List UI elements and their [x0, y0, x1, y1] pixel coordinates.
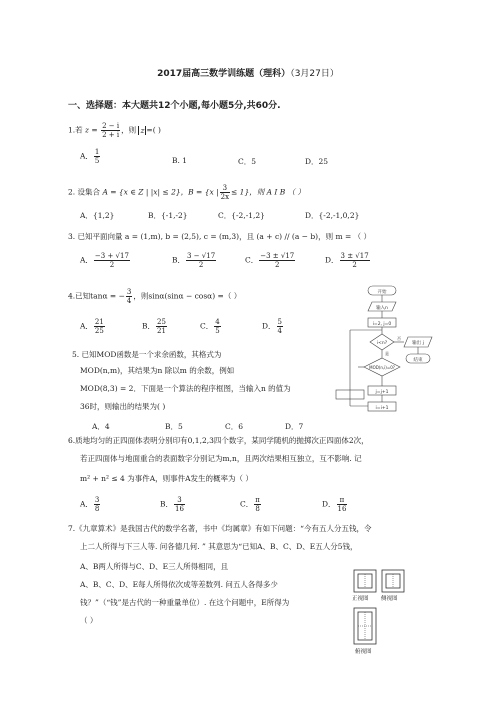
q3-c-den: 2 [275, 261, 280, 269]
q1-frac-num: 2 − i [102, 122, 120, 130]
three-views-figure [346, 568, 406, 688]
q2-frac-den: 2x [220, 193, 230, 201]
q1-option-b: B. 1 [172, 156, 188, 165]
flow-cond1-text: i<n? [376, 341, 388, 346]
q6-b-label: B． [160, 499, 174, 509]
q6-d-num: π [337, 496, 348, 505]
q1-stem-pre: 1.若 [68, 125, 83, 135]
title-date: （3月27日） [290, 69, 339, 79]
q7-line-2: 上二人所得与下三人等. 问各德几何. ” 其意思为“已知A、B、C、D、E五人分5钱， [80, 542, 358, 551]
q4-option-c [200, 318, 222, 335]
q4-d-num: 5 [277, 318, 282, 326]
q1-eq: =( ) [146, 125, 161, 135]
q1-option-c: C．5 [238, 157, 257, 166]
flow-no-label: 否 [397, 336, 401, 341]
question-2 [68, 184, 305, 201]
q4-b-num: 25 [157, 318, 166, 326]
q2-set-a: A = {x ∈ Z | |x| ≤ 2} [102, 187, 181, 197]
q3-b-den: 2 [198, 261, 204, 269]
q1-opt-a-num: 1 [94, 148, 100, 156]
q1-abs: z [140, 125, 145, 135]
q5-line-4: 36时，则输出的结果为( ) [80, 402, 166, 411]
q3-b-num: 3 − √17 [187, 252, 216, 260]
q2-option-d: D．{-2,-1,0,2} [305, 211, 360, 220]
q4-a-num: 21 [94, 318, 104, 326]
q7-line-5: 钱？”（“钱”是古代的一种重量单位）. 在这个问题中，E所得为 [80, 598, 290, 607]
q6-line-1: 6.质地均匀的正四面体表明分别印有0,1,2,3四个数字，某同学随机的抛掷次正四面体2次， [68, 436, 369, 445]
q7-line-3: A、B两人所得与C、D、E三人所得相同，且 [80, 562, 229, 571]
top-view-label: 俯视图 [355, 649, 372, 655]
q1-frac-den: 2 + i [102, 131, 120, 139]
flow-jinc-text: j=j+1 [375, 390, 389, 395]
q6-line-2: 若正四面体与地面重合的表面数字分别记为m,n，且两次结果相互独立，互不影响. 记 [80, 454, 362, 463]
section-heading: 一、选择题：本大题共12个小题,每小题5分,共60分. [68, 101, 281, 111]
q6-a-num: 3 [94, 496, 100, 504]
q3-a-label: A． [80, 255, 93, 265]
q5-option-a: A．4 [92, 422, 110, 431]
q6-option-c [240, 496, 262, 513]
flow-iinc-text: i=i+1 [375, 406, 389, 411]
q6-c-num: π [255, 496, 260, 504]
q3-d-num: 3 ± √17 [340, 252, 369, 260]
q4-option-a [80, 318, 106, 335]
q4-d-den: 4 [277, 327, 282, 335]
q6-b-den: 16 [175, 505, 184, 513]
q6-a-den: 8 [94, 505, 100, 513]
q1-stem-post: ，则 [121, 125, 137, 135]
q3-d-label: D． [325, 255, 339, 265]
q3-a-num: −3 + √17 [94, 252, 129, 260]
flow-end-text: 结束 [413, 358, 423, 363]
q6-c-den: 8 [255, 505, 260, 513]
q4-d-label: D． [262, 321, 276, 331]
q7-line-6: （ ） [80, 616, 98, 625]
q4-stem-pre: 4.已知tanα = − [68, 291, 125, 301]
q5-line-2: MOD(n,m)，其结果为n 除以m 的余数，例如 [80, 366, 235, 375]
q6-b-num: 3 [174, 496, 185, 505]
q5-line-1: 5. 已知MOD函数是一个求余函数，其格式为 [72, 350, 222, 359]
q6-d-label: D． [322, 499, 336, 509]
title-text: 2017届高三数学训练题（理科） [157, 69, 291, 79]
flowchart-diagram [330, 284, 438, 436]
q4-b-label: B． [142, 321, 156, 331]
side-view-label: 侧视图 [381, 596, 398, 602]
q6-line-3: m² + n² ≤ 4 为事件A，则事件A发生的概率为（ ） [80, 474, 253, 483]
q4-a-label: A． [80, 321, 93, 331]
q3-b-label: B． [172, 255, 186, 265]
q1-opt-a-label: A． [80, 151, 93, 161]
q3-d-den: 2 [352, 261, 357, 269]
q3-c-label: C． [245, 255, 259, 265]
q6-c-label: C． [240, 499, 254, 509]
q1-fraction [101, 122, 120, 139]
page-title [0, 66, 496, 79]
question-3: 3. 已知平面向量 a = (1,m), b = (2,5), c = (m,3)，且 (a + c) // (a − b)，则 m = （ ） [68, 232, 371, 241]
q4-a-den: 25 [94, 327, 104, 335]
q4-frac-den: 4 [126, 297, 132, 305]
q6-a-label: A． [80, 499, 93, 509]
q4-c-den: 5 [215, 327, 220, 335]
q3-option-c [245, 252, 296, 269]
flow-output-text: 输出 j [412, 341, 424, 346]
q6-option-d [322, 496, 348, 513]
q1-option-a [80, 148, 101, 165]
q6-option-b [160, 496, 186, 513]
q4-frac-num: 3 [126, 288, 132, 296]
q5-option-c: C．6 [225, 422, 244, 431]
q2-option-a: A．{1,2} [80, 211, 115, 220]
q2-frac-num: 3 [220, 184, 230, 193]
q5-option-b: B．5 [165, 422, 183, 431]
q3-c-num: −3 ± √17 [260, 252, 295, 260]
q2-stem: 2. 设集合 [68, 187, 101, 197]
q2-option-c: C．{-2,-1,2} [218, 211, 265, 220]
question-4 [68, 288, 241, 305]
q2-set-b-post: ≤ 1}，则 A I B （ ） [231, 187, 306, 197]
flow-cond2-text: MOD(n,i)=0? [369, 365, 395, 370]
q6-d-den: 16 [337, 505, 347, 513]
q3-option-b [172, 252, 217, 269]
q1-option-d: D．25 [305, 157, 329, 166]
q4-stem-post: ，则sinα(sinα − cosα) =（ ） [133, 291, 242, 301]
q4-option-d [262, 318, 284, 335]
front-view-label: 正视图 [352, 596, 369, 602]
flow-input-text: 输入n [376, 306, 388, 311]
q4-c-num: 4 [215, 318, 220, 326]
q3-option-a [80, 252, 131, 269]
question-1: 1.若 z = $\frac{2 - i}{2 + i}$ ，则 z =( ) [68, 122, 161, 139]
q4-b-den: 21 [157, 327, 166, 335]
q3-option-d [325, 252, 371, 269]
q2-option-b: B．{-1,-2} [148, 211, 188, 220]
q5-line-3: MOD(8,3) = 2．下面是一个算法的程序框图，当输入n 的值为 [80, 384, 291, 393]
q7-line-4: A、B、C、D、E每人所得依次成等差数列. 问五人各得多少 [80, 580, 278, 589]
q4-option-b [142, 318, 168, 335]
flow-init-text: i=2, j=0 [372, 322, 392, 327]
flow-yes-label: 是 [385, 351, 389, 356]
q2-set-b-pre: ，B = {x | [180, 187, 219, 197]
q7-line-1: 7.《九章算术》是我国古代的数学名著，书中《均属章》有如下问题：“今有五人分五钱，令 [68, 524, 372, 533]
q5-option-d: D．7 [285, 422, 304, 431]
q1-opt-a-den: 5 [94, 157, 100, 165]
q3-a-den: 2 [109, 261, 115, 269]
q4-c-label: C． [200, 321, 214, 331]
flow-start-text: 开始 [377, 290, 387, 295]
q6-option-a [80, 496, 101, 513]
